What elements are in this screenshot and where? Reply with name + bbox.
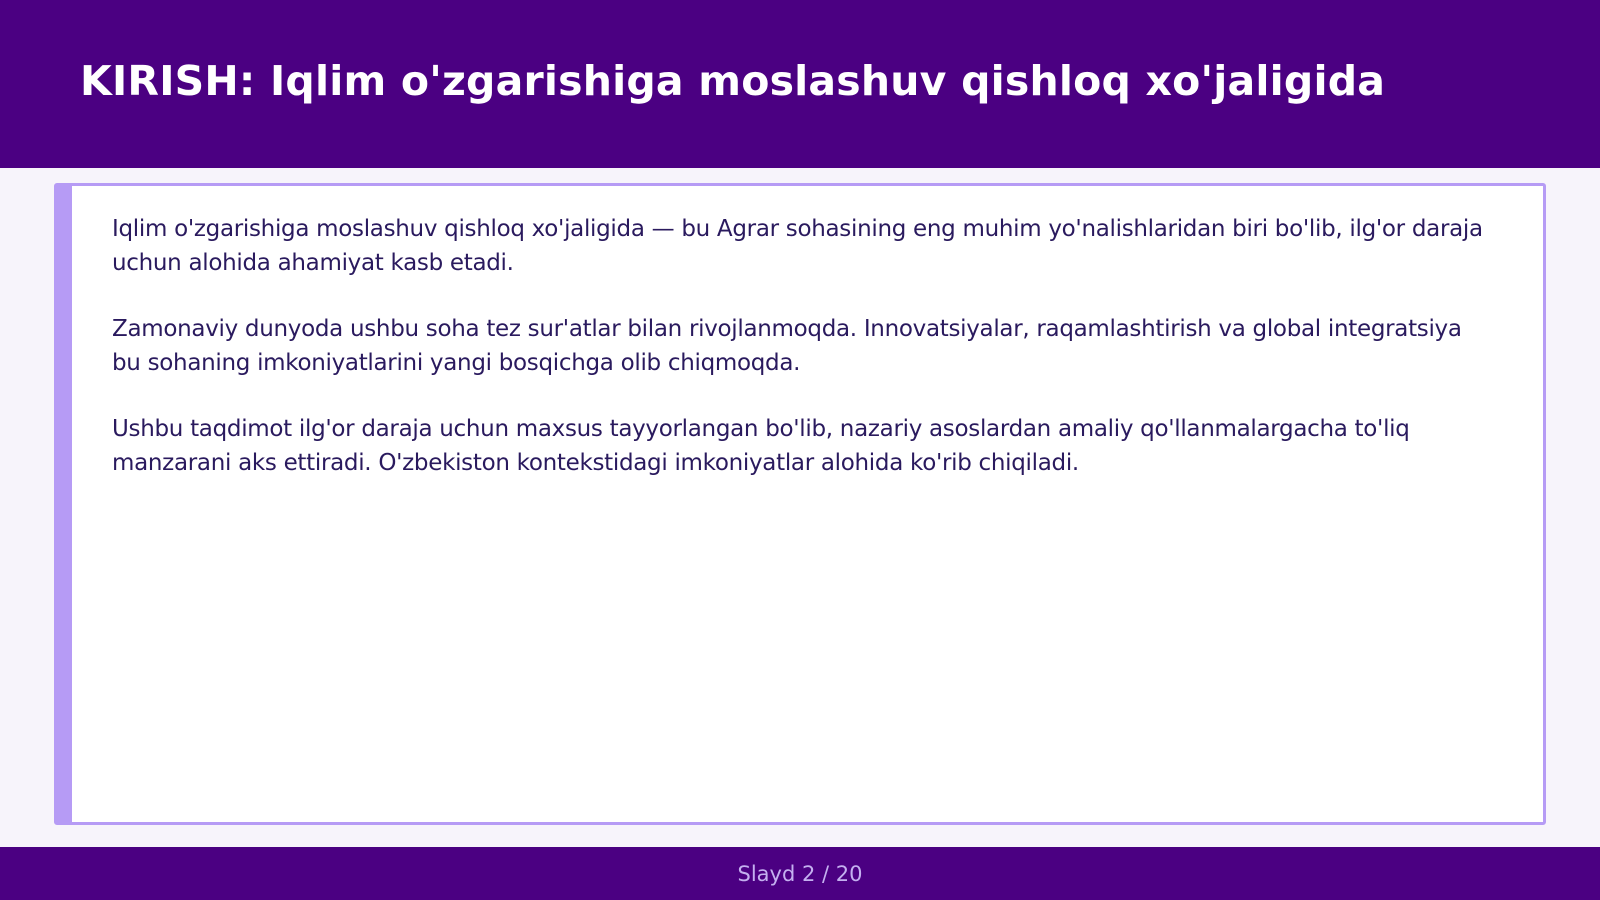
slide-header [0,0,1600,168]
content-card [54,183,1546,825]
paragraph-list [112,212,1493,512]
paragraph-presentation-scope: Ushbu taqdimot ilg'or daraja uchun maxsus tayyorlangan bo'lib, nazariy asoslardan amaliy qo'llanmalargacha to'liq manzarani aks ettiradi. O'zbekiston kontekstidagi imkoniyatlar alohida ko'rib chiqiladi. [112,416,1410,476]
slide-title: KIRISH: Iqlim o'zgarishiga moslashuv qishloq xo'jaligida [80,57,1386,105]
paragraph-modern-world: Zamonaviy dunyoda ushbu soha tez sur'atlar bilan rivojlanmoqda. Innovatsiyalar, raqamlashtirish va global integratsiya bu sohaning imkoniyatlarini yangi bosqichga olib chiqmoqda. [112,316,1462,376]
paragraph-intro: Iqlim o'zgarishiga moslashuv qishloq xo'jaligida — bu Agrar sohasining eng muhim yo'nalishlaridan biri bo'lib, ilg'or daraja uchun alohida ahamiyat kasb etadi. [112,216,1483,276]
slide-footer [0,847,1600,900]
slide-counter: Slayd 2 / 20 [737,861,863,886]
